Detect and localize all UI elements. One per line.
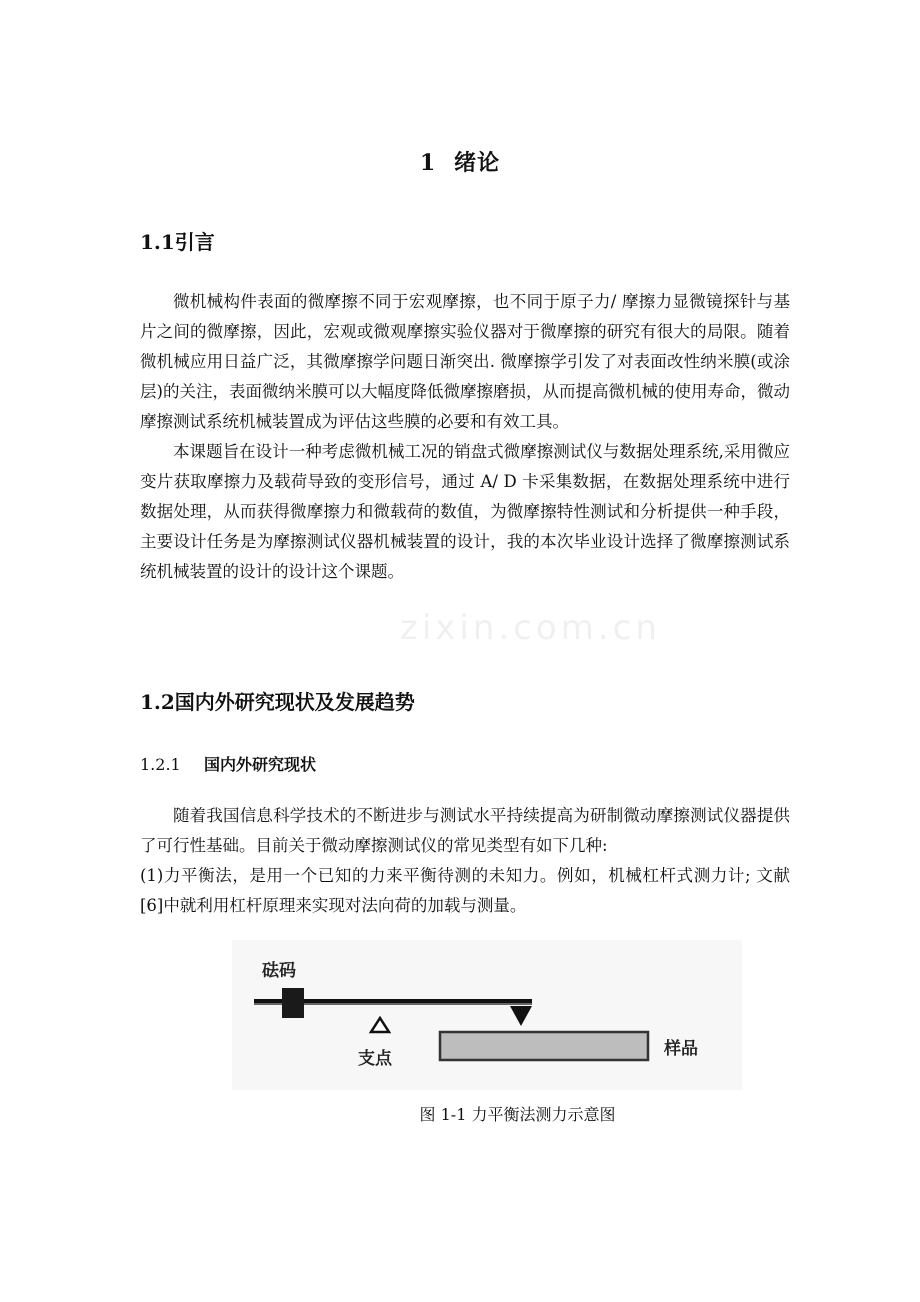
section-1-1-body [140,287,790,587]
list-item: (1)力平衡法，是用一个已知的力来平衡待测的未知力。例如，机械杠杆式测力计; 文献[6]中就利用杠杆原理来实现对法向荷的加载与测量。 [140,866,790,915]
sample-block [440,1032,648,1060]
paragraph: 本课题旨在设计一种考虑微机械工况的销盘式微摩擦测试仪与数据处理系统,采用微应变片获取摩擦力及载荷导致的变形信号，通过 A/ D 卡采集数据，在数据处理系统中进行数据处理，从而获得微摩擦力和微载荷的数值，为微摩擦特性测试和分析提供一种手段，主要设计任务是为摩擦测试仪器机械装置的设计，我的本次毕业设计选择了微摩擦测试系统机械装置的设计的设计这个课题。 [140,442,790,581]
section-heading-1-2 [140,686,415,715]
paragraph: 随着我国信息科学技术的不断进步与测试水平持续提高为研制微动摩擦测试仪器提供了可行性基础。目前关于微动摩擦测试仪的常见类型有如下几种: [140,806,790,855]
chapter-title [0,146,920,177]
fulcrum-label: 支点 [358,1049,392,1069]
force-balance-diagram [232,940,742,1090]
section-title: 国内外研究现状及发展趋势 [174,690,415,714]
subsection-heading-1-2-1 [140,752,316,775]
figure-caption: 图 1-1 力平衡法测力示意图 [419,1105,616,1124]
subsection-number: 1.2.1 [140,755,181,774]
section-number: 1.1 [140,230,175,254]
section-heading-1-1 [140,226,215,255]
paragraph: 微机械构件表面的微摩擦不同于宏观摩擦，也不同于原子力/ 摩擦力显微镜探针与基片之间的微摩擦，因此，宏观或微观摩擦实验仪器对于微摩擦的研究有很大的局限。随着微机械应用日益广泛，其微摩擦学问题日渐突出. 微摩擦学引发了对表面改性纳米膜(或涂层)的关注，表面微纳米膜可以大幅度降低微摩擦磨损，从而提高微机械的使用寿命，微动摩擦测试系统机械装置成为评估这些膜的必要和有效工具。 [140,292,790,431]
chapter-number: 1 [419,150,437,176]
watermark: zixin.com.cn [400,608,661,648]
chapter-title-text: 绪论 [454,150,501,176]
section-title: 引言 [174,230,215,254]
subsection-body [140,801,790,921]
weight-block [282,988,304,1018]
section-number: 1.2 [140,690,175,714]
weight-label: 砝码 [262,961,296,981]
sample-label: 样品 [664,1039,698,1059]
subsection-title: 国内外研究现状 [204,755,317,774]
figure-background [232,940,742,1090]
